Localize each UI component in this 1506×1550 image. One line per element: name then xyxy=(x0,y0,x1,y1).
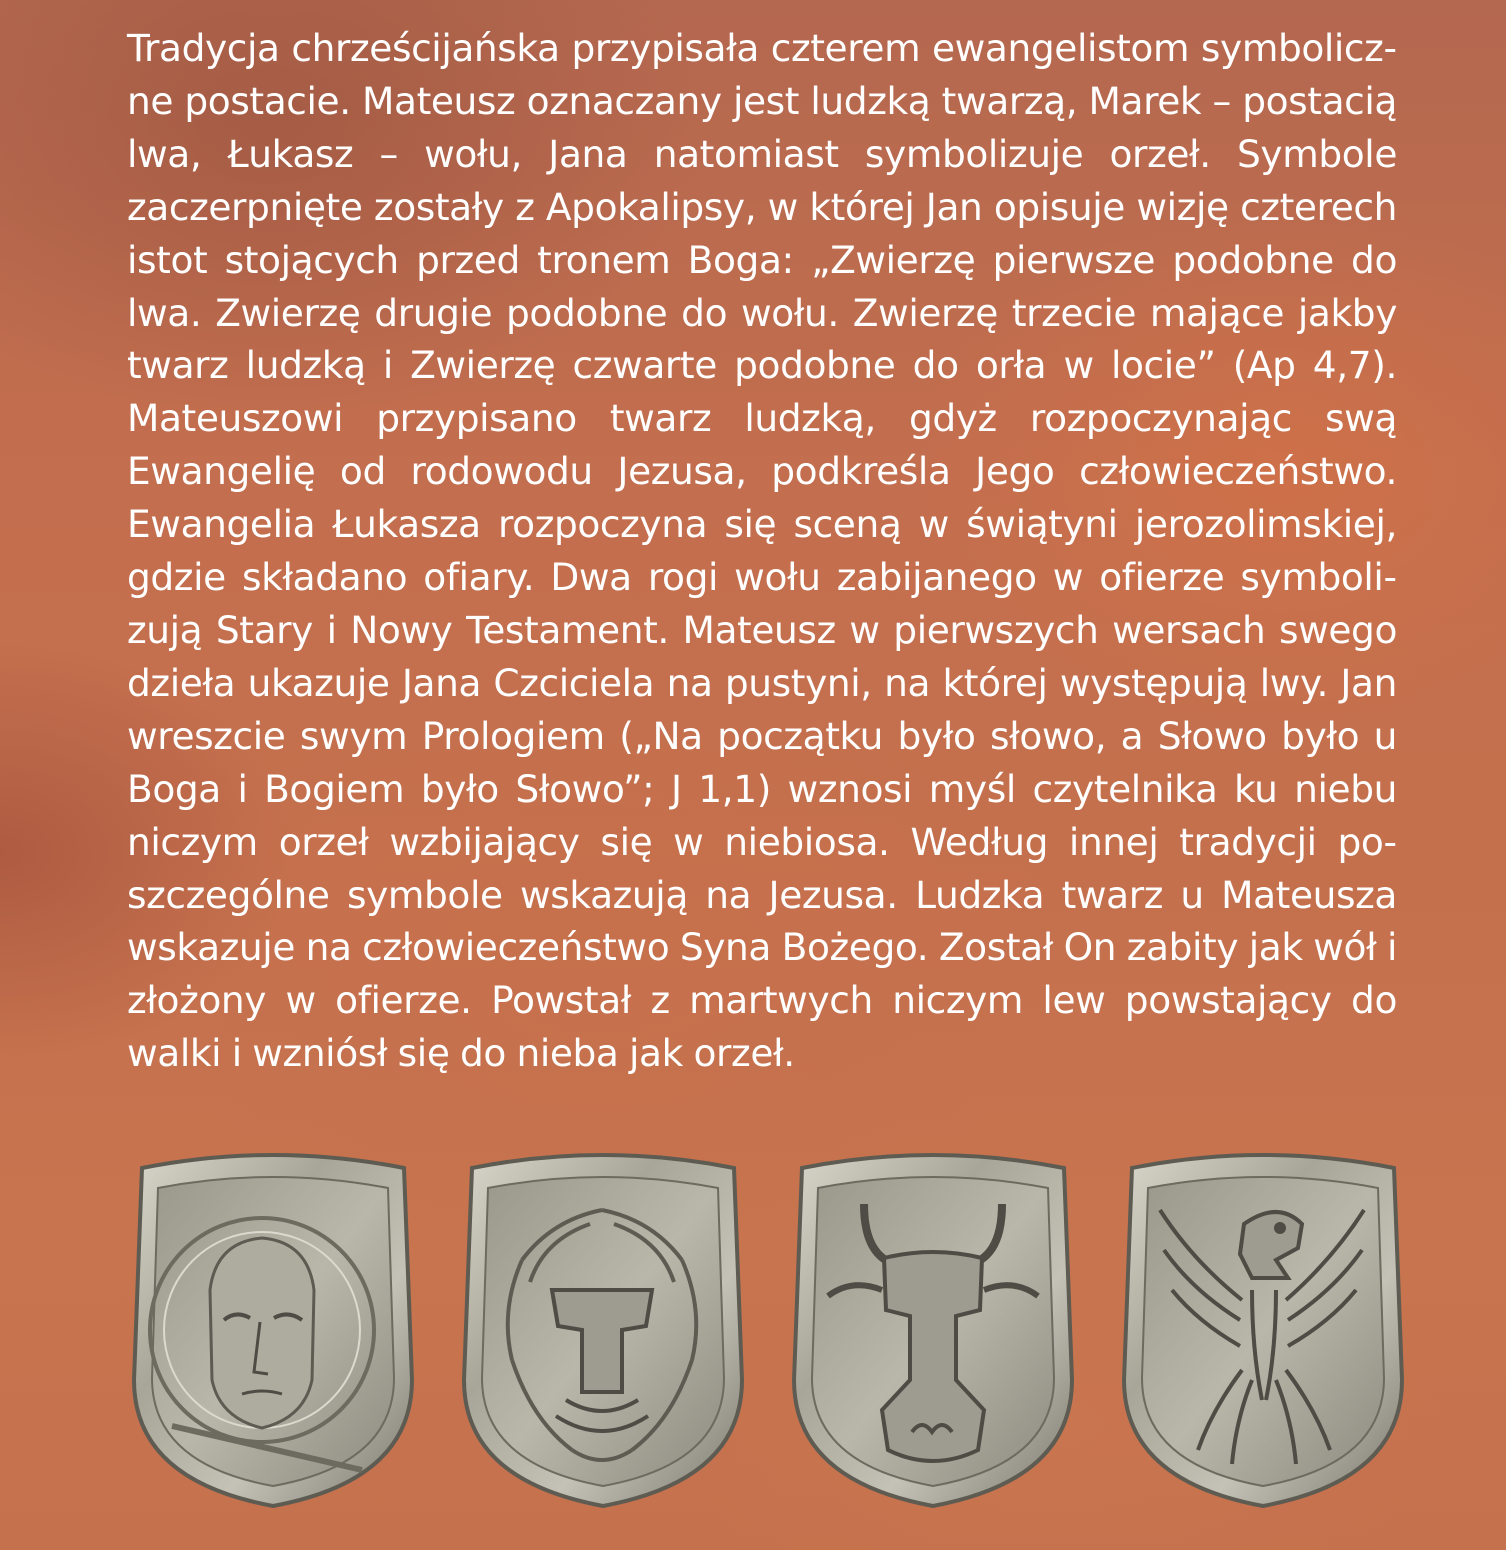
evangelist-symbols-text xyxy=(127,22,1397,1080)
body-paragraph: Tradycja chrześcijańska przypisała czterem ewangelistom symboliczne postacie. Mateusz oznaczany jest ludzką twarzą, Marek – postacią lwa, Łukasz – wołu, Jana natomiast symbolizuje orzeł. Symbole zaczerpnięte zostały z Apokalipsy, w której Jan opisuje wizję czterech istot stojących przed tronem Boga: „Zwierzę pierwsze podobne do lwa. Zwierzę drugie podobne do wołu. Zwierzę trzecie mające jakby twarz ludzką i Zwierzę czwarte podobne do orła w locie” (Ap 4,7). Mateuszowi przypisano twarz ludzką, gdyż rozpoczynając swą Ewangelię od rodowodu Jezusa, podkreśla Jego człowieczeństwo. Ewangelia Łukasza rozpoczyna się sceną w świątyni jerozolimskiej, gdzie składano ofiary. Dwa rogi wołu zabijanego w ofierze symbolizują Stary i Nowy Testament. Mateusz w pierwszych wersach swego dzieła ukazuje Jana Czciciela na pustyni, na której występują lwy. Jan wreszcie swym Prologiem („Na początku było słowo, a Słowo było u Boga i Bogiem było Słowo”; J 1,1) wznosi myśl czytelnika ku niebu niczym orzeł wzbijający się w niebiosa. Według innej tradycji poszczególne symbole wskazują na Jezusa. Ludzka twarz u Mateusza wskazuje na człowieczeństwo Syna Bożego. Został On zabity jak wół i złożony w ofierze. Powstał z martwych niczym lew powstający do walki i wzniósł się do nieba jak orzeł. xyxy=(127,26,1397,1076)
human-face-icon xyxy=(112,1150,434,1512)
eagle-icon xyxy=(1102,1150,1424,1512)
ox-icon xyxy=(772,1150,1094,1512)
lion-icon xyxy=(442,1150,764,1512)
evangelist-emblems xyxy=(112,1150,1422,1520)
